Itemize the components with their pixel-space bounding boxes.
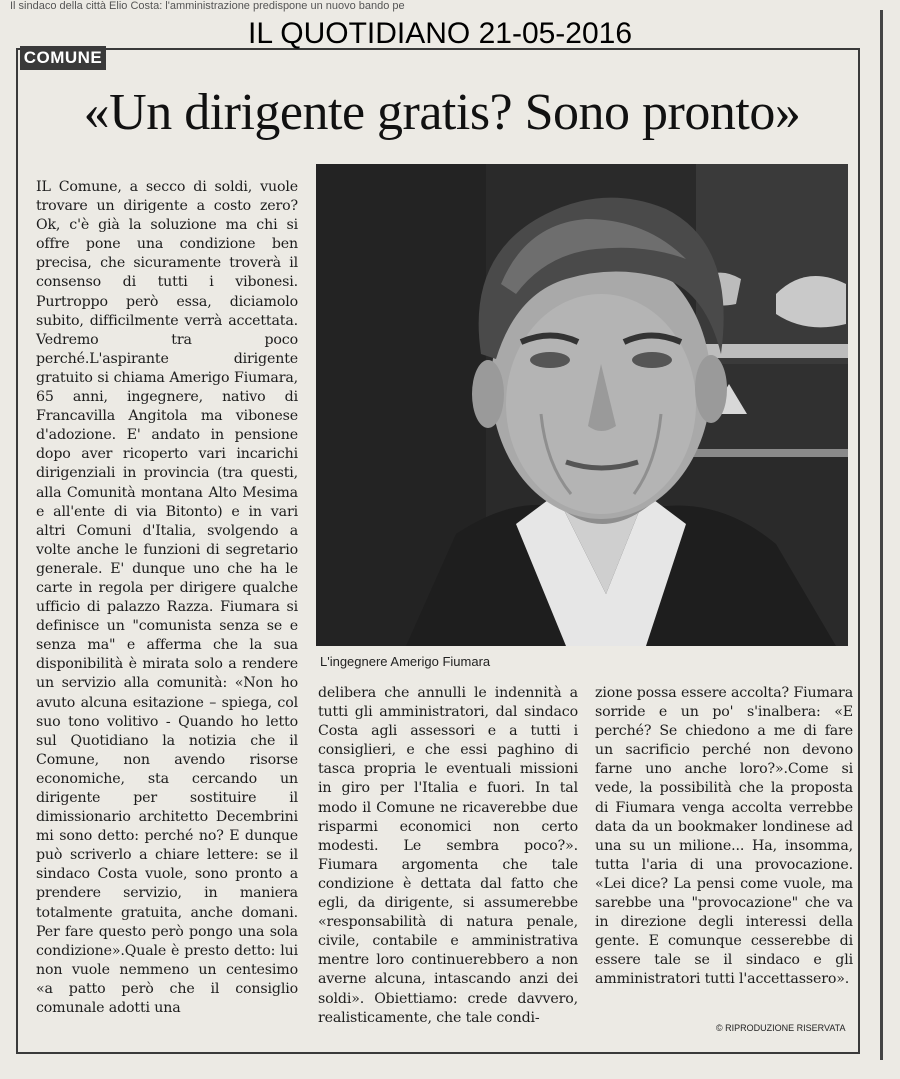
copyright-notice: © RIPRODUZIONE RISERVATA [716,1023,846,1033]
article-text-col2: delibera che annulli le indennità a tutti gli amministratori, dal sindaco Costa agli assessori e a tutti i consiglieri, e che essi paghino di tasca propria le eventuali missioni in giro per l'Italia e fuori. In tal modo il Comune ne ricaverebbe due risparmi economici non certo modesti. Le sembra poco?». Fiumara argomenta che tale condizione è dettata dal fatto che egli, da dirigente, si assumerebbe «responsabilità di natura penale, civile, contabile e amministrativa mentre loro continuerebbero a non averne alcuna, intascando anzi dei soldi». Obiettiamo: crede davvero, realisticamente, che tale condi- [318,685,578,1026]
section-tag: COMUNE [20,46,106,70]
portrait-photo [316,164,848,646]
article-column-1 [36,178,298,1022]
headline: «Un dirigente gratis? Sono pronto» [83,84,801,141]
article-text-col3: zione possa essere accolta? Fiumara sorride e un po' s'inalbera: «E perché? Se chiedono a me di fare un sacrificio perché non devono farne uno anche loro?».Come si vede, la possibilità che la proposta di Fiumara venga accolta verrebbe data da un bookmaker londinese ad una su un milione... Ha, insomma, tutta l'aria di una provocazione. «Lei dice? La pensi come vuole, ma sarebbe una "provocazione" che va in direzione degli interessi della gente. E comunque cesserebbe di essere tale se il sindaco e gli amministratori tutti l'accettassero». [595,685,853,988]
page-edge-rule [880,10,883,1060]
photo-caption: L'ingegnere Amerigo Fiumara [320,654,491,669]
previous-article-fragment: Il sindaco della città Elio Costa: l'amministrazione predispone un nuovo bando pe [10,0,405,12]
article-column-2 [318,684,578,1026]
source-date-label: IL QUOTIDIANO 21-05-2016 [248,17,633,50]
article-text-col1: IL Comune, a secco di soldi, vuole trovare un dirigente a costo zero? Ok, c'è già la soluzione ma chi si offre pone una condizione ben precisa, che sicuramente troverà il consenso di tutti i vibonesi. Purtroppo però essa, diciamolo subito, difficilmente verrà accettata. Vedremo tra poco perché.L'aspirante dirigente gratuito si chiama Amerigo Fiumara, 65 anni, ingegnere, nativo di Francavilla Angitola ma vibonese d'adozione. E' andato in pensione dopo aver ricoperto vari incarichi dirigenziali in provincia (tra questi, alla Comunità montana Alto Mesima e all'ente di via Bitonto) e in vari altri Comuni d'Italia, svolgendo a volte anche le funzioni di segretario generale. E' dunque uno che ha le carte in regola per dirigere qualche ufficio di palazzo Razza. Fiumara si definisce un "comunista senza se e senza ma" e afferma che la sua disponibilità è mirata solo a rendere un servizio alla comunità: «Non ho avuto alcuna esitazione – spiega, col suo tono volitivo - Quando ho letto sul Quotidiano la notizia che il Comune, non avendo risorse economiche, sta cercando un dirigente per sostituire il dimissionario architetto Decembrini mi sono detto: perché no? E dunque può scriverlo a chiare lettere: se il sindaco Costa vuole, sono pronto a prendere servizio, in maniera totalmente gratuita, anche domani. Per fare questo però pongo una sola condizione».Quale è presto detto: lui non vuole nemmeno un centesimo «a patto però che il consiglio comunale adotti una [36,179,298,1017]
article-column-3 [595,684,853,1022]
